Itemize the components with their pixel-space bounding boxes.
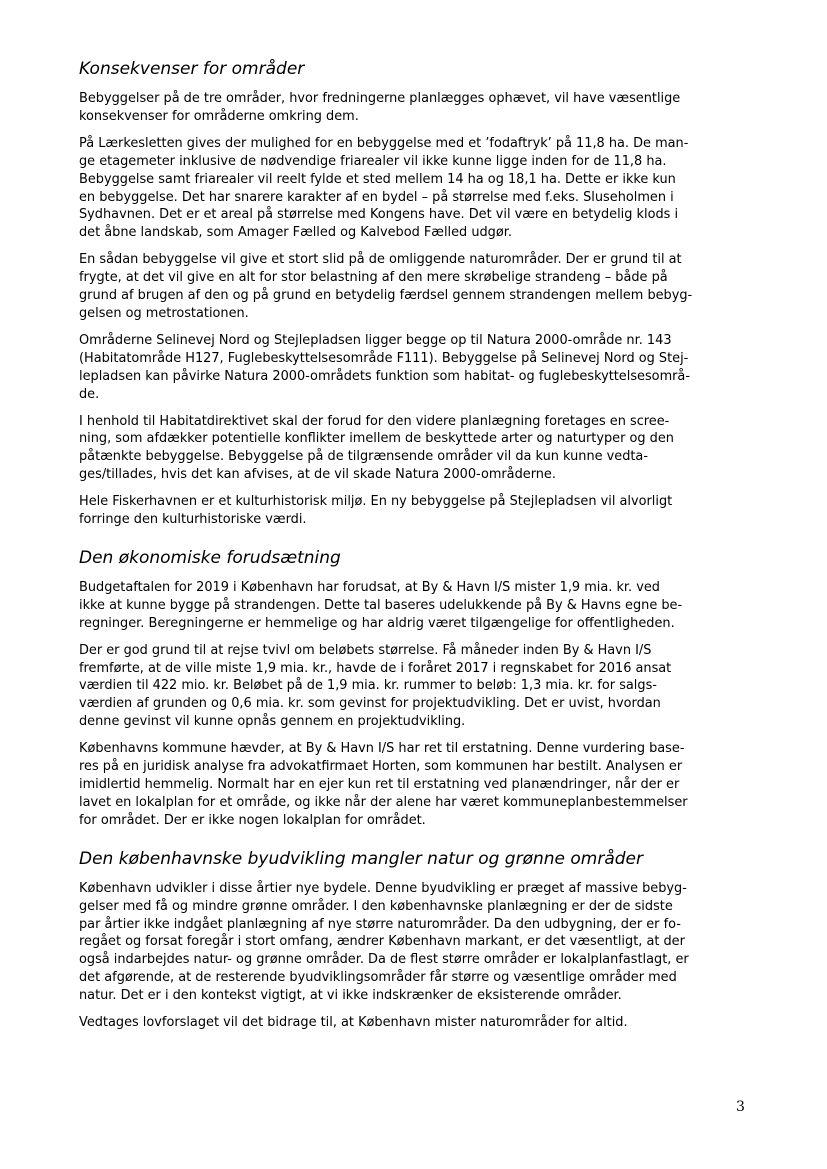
paragraph (79, 251, 751, 323)
text-line: imidlertid hemmelig. Normalt har en ejer kun ret til erstatning ved planændringer, når der er (79, 777, 680, 792)
text-line: ning, som afdækker potentielle konflikter imellem de beskyttede arter og naturtyper og den (79, 431, 674, 447)
text-line: det afgørende, at de resterende byudviklingsområder får større og væsentlige områder med (79, 970, 677, 986)
text-line: også indarbejdes natur- og grønne områder. Da de flest større områder er lokalplanfastlagt, er (79, 952, 689, 968)
text-line: natur. Det er i den kontekst vigtigt, at vi ikke indskrænker de eksisterende områder. (79, 988, 622, 1004)
section-heading: Konsekvenser for områder (79, 59, 305, 79)
section-heading: Den økonomiske forudsætning (79, 547, 341, 568)
text-line: denne gevinst vil kunne opnås gennem en projektudvikling. (79, 714, 466, 730)
text-line: påtænkte bebyggelse. Bebyggelse på de tilgrænsende områder vil da kun kunne vedta- (79, 449, 648, 465)
text-line: værdien til 422 mio. kr. Beløbet på de 1,9 mia. kr. rummer to beløb: 1,3 mia. kr. for salgs- (79, 678, 657, 694)
text-line: konsekvenser for områderne omkring dem. (79, 108, 359, 124)
text-line: en bebyggelse. Det har snarere karakter af en bydel – på størrelse med f.eks. Sluseholmen i (79, 189, 674, 205)
section-economic-premise (79, 547, 751, 830)
text-line: gelsen og metrostationen. (79, 305, 249, 321)
paragraph (79, 579, 751, 633)
paragraph (79, 1014, 751, 1032)
text-line: Bebyggelser på de tre områder, hvor fredningerne planlægges ophævet, vil have væsentlige (79, 91, 681, 106)
paragraph (79, 90, 751, 126)
text-line: Områderne Selinevej Nord og Stejlepladsen ligger begge op til Natura 2000-område nr. 143 (79, 332, 672, 348)
text-line: ges/tillades, hvis det kan afvises, at de vil skade Natura 2000-områderne. (79, 467, 556, 483)
text-line: det åbne landskab, som Amager Fælled og Kalvebod Fælled udgør. (79, 225, 512, 241)
text-line: værdien af grunden og 0,6 mia. kr. som gevinst for projektudvikling. Det er uvist, hvordan (79, 696, 661, 712)
paragraph (79, 642, 751, 732)
text-line: de. (79, 386, 100, 402)
text-line: På Lærkesletten gives der mulighed for en bebyggelse med et ’fodaftryk’ på 11,8 ha. De man- (79, 135, 689, 151)
paragraph (79, 413, 751, 485)
text-line: lepladsen kan påvirke Natura 2000-områdets funktion som habitat- og fuglebeskyttelsesområ- (79, 368, 690, 384)
text-line: Vedtages lovforslaget vil det bidrage til, at København mister naturområder for altid. (79, 1015, 628, 1031)
text-line: I henhold til Habitatdirektivet skal der forud for den videre planlægning foretages en scree- (79, 413, 670, 429)
page-number: 3 (736, 1099, 745, 1115)
text-line: forringe den kulturhistoriske værdi. (79, 512, 307, 528)
text-line: regninger. Beregningerne er hemmelige og har aldrig været tilgængelige for offentligheden. (79, 615, 675, 631)
text-line: (Habitatområde H127, Fuglebeskyttelsesområde F111). Bebyggelse på Selinevej Nord og Stej- (79, 350, 689, 366)
section-consequences (79, 58, 751, 529)
paragraph (79, 135, 751, 242)
text-line: Der er god grund til at rejse tvivl om beløbets størrelse. Få måneder inden By & Havn I/S (79, 642, 652, 658)
text-line: Hele Fiskerhavnen er et kulturhistorisk miljø. En ny bebyggelse på Stejlepladsen vil alvorligt (79, 494, 673, 510)
text-line: ge etagemeter inklusive de nødvendige friarealer vil ikke kunne ligge inden for de 11,8 ha. (79, 153, 667, 169)
text-line: København udvikler i disse årtier nye bydele. Denne byudvikling er præget af massive bebyg- (79, 880, 687, 896)
document-page (79, 58, 751, 1050)
section-urban-development (79, 848, 751, 1032)
text-line: Københavns kommune hævder, at By & Havn I/S har ret til erstatning. Denne vurdering base- (79, 741, 685, 757)
paragraph (79, 740, 751, 830)
text-line: En sådan bebyggelse vil give et stort slid på de omliggende naturområder. Der er grund til at (79, 252, 682, 268)
text-line: par årtier ikke indgået planlægning af nye større naturområder. Da den udbygning, der er fo- (79, 916, 681, 932)
text-line: for området. Der er ikke nogen lokalplan for området. (79, 812, 426, 828)
text-line: Sydhavnen. Det er et areal på størrelse med Kongens have. Det vil være en betydelig klods i (79, 207, 679, 223)
text-line: grund af brugen af den og på grund en betydelig færdsel gennem strandengen mellem bebyg- (79, 288, 693, 304)
text-line: Budgetaftalen for 2019 i København har forudsat, at By & Havn I/S mister 1,9 mia. kr. ved (79, 579, 660, 595)
text-line: ikke at kunne bygge på strandengen. Dette tal baseres udelukkende på By & Havns egne be- (79, 597, 683, 613)
text-line: regået og forsat foregår i stort omfang, ændrer København markant, er det væsentligt, at der (79, 934, 685, 950)
text-line: Bebyggelse samt friarealer vil reelt fylde et sted mellem 14 ha og 18,1 ha. Dette er ikke kun (79, 171, 676, 187)
text-line: frygte, at det vil give en alt for stor belastning af den mere skrøbelige strandeng – både på (79, 270, 668, 286)
text-line: lavet en lokalplan for et område, og ikke når der alene har været kommuneplanbestemmelser (79, 794, 688, 810)
paragraph (79, 880, 751, 1005)
text-line: res på en juridisk analyse fra advokatfirmaet Horten, som kommunen har bestilt. Analysen er (79, 759, 683, 775)
paragraph (79, 493, 751, 529)
text-line: fremførte, at de ville miste 1,9 mia. kr., havde de i foråret 2017 i regnskabet for 2016 ansat (79, 660, 672, 676)
text-line: gelser med få og mindre grønne områder. I den københavnske planlægning er der de sidste (79, 898, 673, 914)
section-heading: Den københavnske byudvikling mangler natur og grønne områder (79, 848, 643, 869)
paragraph (79, 332, 751, 404)
